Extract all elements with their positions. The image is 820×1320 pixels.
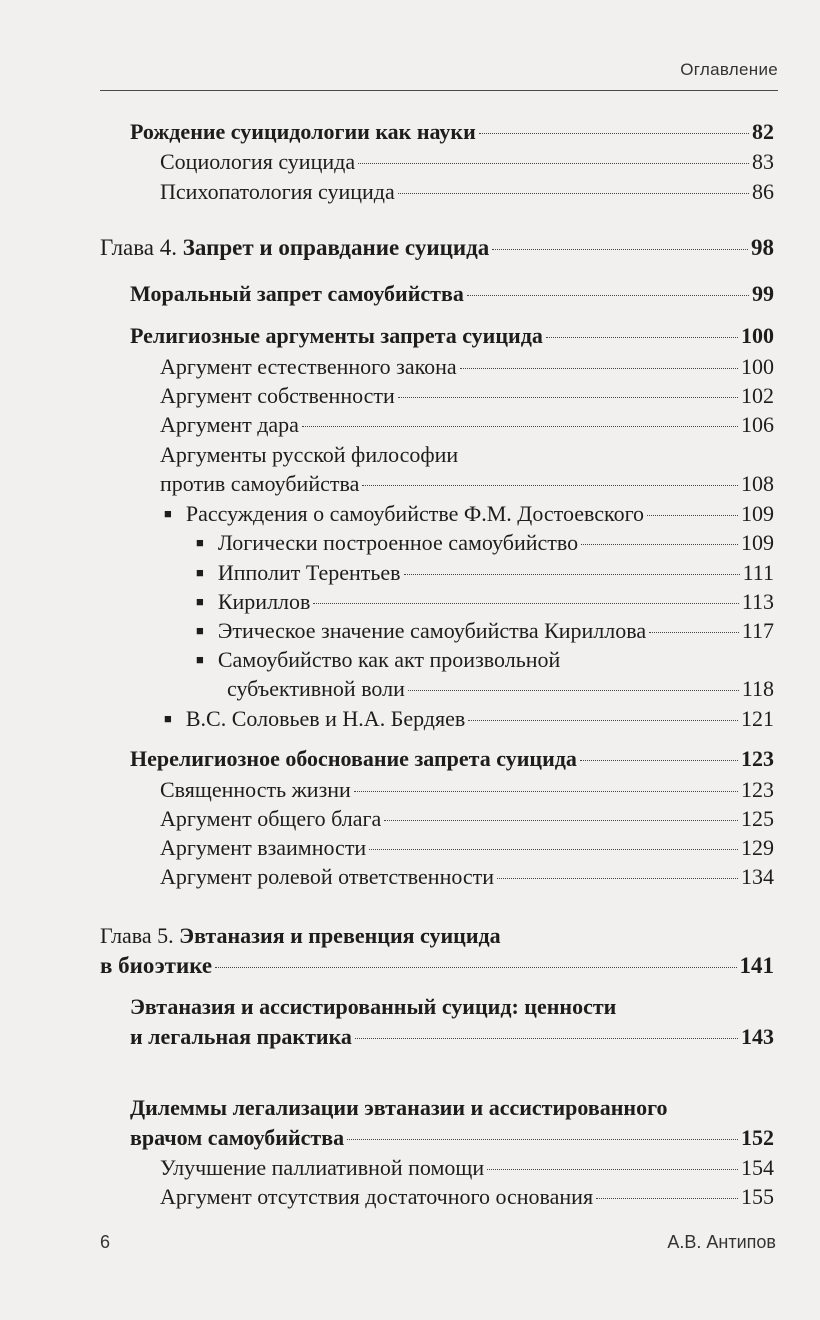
bullet-icon: ■ — [164, 711, 172, 726]
toc-entry-title: Аргумент дара — [160, 412, 299, 437]
leader-dots — [362, 485, 738, 486]
toc-entry-page: 117 — [741, 618, 774, 643]
toc-chapter-first-line: Глава 5. Эвтаназия и превенция суицида — [100, 923, 501, 948]
toc-entry-page: 123 — [741, 746, 774, 771]
toc-entry-title: в биоэтике — [100, 953, 213, 978]
leader-dots — [369, 849, 738, 850]
leader-dots — [546, 337, 738, 338]
toc-entry-title: Аргумент собственности — [160, 383, 395, 408]
toc-entry-title: Ипполит Терентьев — [217, 560, 401, 585]
toc-entry-title: и легальная практика — [130, 1024, 352, 1049]
leader-dots — [404, 574, 740, 575]
toc-entry[interactable] — [160, 1154, 774, 1182]
leader-dots — [492, 249, 748, 250]
toc-entry-title: Моральный запрет самоубийства — [130, 281, 464, 306]
toc-entry-page: 154 — [741, 1155, 774, 1180]
toc-entry-title: Аргумент взаимности — [160, 835, 367, 860]
toc-entry-page: 121 — [741, 706, 774, 731]
toc-entry-title: Этическое значение самоубийства Кириллова — [217, 618, 647, 643]
toc-entry[interactable] — [160, 382, 774, 410]
toc-entry-page: 123 — [741, 777, 774, 802]
toc-entry[interactable] — [130, 280, 774, 308]
running-foot-author: А.В. Антипов — [667, 1232, 776, 1252]
chapter-prefix: Глава 5. — [100, 923, 180, 948]
leader-dots — [479, 133, 749, 134]
toc-entry[interactable] — [160, 353, 774, 381]
leader-dots — [460, 368, 738, 369]
toc-entry-page: 155 — [741, 1184, 774, 1209]
leader-dots — [358, 163, 749, 164]
toc-entry[interactable] — [160, 805, 774, 833]
toc-entry-page: 86 — [752, 179, 774, 204]
toc-entry-title: В.С. Соловьев и Н.А. Бердяев — [185, 706, 466, 731]
bullet-icon: ■ — [196, 594, 204, 609]
leader-dots — [384, 820, 738, 821]
toc-entry-page: 152 — [741, 1125, 774, 1150]
toc-entry-title: Религиозные аргументы запрета суицида — [130, 323, 543, 348]
toc-entry-page: 134 — [741, 864, 774, 889]
leader-dots — [487, 1169, 738, 1170]
toc-entry-page: 82 — [752, 119, 774, 144]
toc-entry-page: 125 — [741, 806, 774, 831]
toc-entry-page: 111 — [742, 560, 774, 585]
toc-entry-first-line: Аргументы русской философии — [160, 442, 459, 467]
page-number: 6 — [100, 1232, 111, 1252]
toc-entry-title: Социология суицида — [160, 149, 356, 174]
toc-entry-first-line: ■ Самоубийство как акт произвольной — [196, 647, 561, 672]
leader-dots — [497, 878, 738, 879]
leader-dots — [647, 515, 738, 516]
toc-entry-page: 113 — [741, 589, 774, 614]
toc-entry[interactable] — [196, 529, 774, 560]
toc-entry-title: Логически построенное самоубийство — [217, 530, 579, 555]
toc-entry[interactable] — [130, 745, 774, 773]
toc-entry-title: Аргумент естественного закона — [160, 354, 457, 379]
bullet-icon: ■ — [196, 623, 204, 638]
toc-entry[interactable] — [160, 863, 774, 891]
toc-entry-page: 108 — [741, 471, 774, 496]
toc-entry-page: 102 — [741, 383, 774, 408]
toc-entry[interactable] — [130, 118, 774, 146]
toc-entry[interactable] — [164, 500, 774, 531]
toc-entry-title: Рождение суицидологии как науки — [130, 119, 476, 144]
leader-dots — [302, 426, 738, 427]
leader-dots — [354, 791, 738, 792]
leader-dots — [596, 1198, 738, 1199]
toc-entry-page: 106 — [741, 412, 774, 437]
toc-entry[interactable] — [160, 470, 774, 498]
leader-dots — [313, 603, 738, 604]
toc-entry[interactable] — [227, 675, 774, 703]
toc-entry[interactable] — [196, 559, 774, 590]
toc-entry-title: Нерелигиозное обоснование запрета суицида — [130, 746, 577, 771]
toc-entry[interactable] — [164, 705, 774, 736]
toc-entry[interactable] — [196, 617, 774, 648]
toc-entry-title: Священность жизни — [160, 777, 351, 802]
toc-chapter[interactable] — [100, 234, 774, 262]
bullet-icon: ■ — [164, 506, 172, 521]
toc-entry[interactable] — [130, 322, 774, 350]
toc-entry-first-line: Дилеммы легализации эвтаназии и ассистированного — [130, 1095, 668, 1120]
toc-entry-title: субъективной воли — [227, 676, 405, 701]
toc-entry-page: 109 — [741, 501, 774, 526]
chapter-prefix: Глава 4. — [100, 235, 183, 260]
leader-dots — [468, 720, 738, 721]
toc-entry-title: Аргумент отсутствия достаточного основания — [160, 1184, 594, 1209]
toc-entry-title: Запрет и оправдание суицида — [182, 235, 490, 260]
leader-dots — [581, 544, 738, 545]
leader-dots — [398, 193, 749, 194]
leader-dots — [580, 760, 738, 761]
toc-entry-page: 141 — [739, 953, 774, 978]
toc-entry-page: 100 — [741, 323, 774, 348]
toc-entry-title: Кириллов — [217, 589, 311, 614]
toc-entry-title: Рассуждения о самоубийстве Ф.М. Достоевского — [185, 501, 645, 526]
leader-dots — [649, 632, 739, 633]
toc-entry[interactable] — [160, 1183, 774, 1211]
toc-entry[interactable] — [160, 834, 774, 862]
toc-entry-page: 129 — [741, 835, 774, 860]
toc-entry-page: 109 — [741, 530, 774, 555]
leader-dots — [467, 295, 749, 296]
toc-entry-title: Психопатология суицида — [160, 179, 395, 204]
toc-entry-title: Улучшение паллиативной помощи — [160, 1155, 485, 1180]
toc-entry-first-line: Эвтаназия и ассистированный суицид: ценности — [130, 994, 617, 1019]
leader-dots — [355, 1038, 738, 1039]
toc-entry-page: 83 — [752, 149, 774, 174]
toc-entry-title: Аргумент общего блага — [160, 806, 382, 831]
running-head-section-title: Оглавление — [680, 60, 778, 79]
toc-entry-page: 143 — [741, 1024, 774, 1049]
toc-chapter[interactable] — [100, 952, 774, 980]
toc-entry[interactable] — [130, 1023, 774, 1051]
toc-entry-page: 118 — [741, 676, 774, 701]
toc-entry[interactable] — [160, 178, 774, 206]
toc-entry-page: 99 — [752, 281, 774, 306]
bullet-icon: ■ — [196, 535, 204, 550]
bullet-icon: ■ — [196, 652, 204, 667]
toc-entry-page: 100 — [741, 354, 774, 379]
toc-entry[interactable] — [160, 148, 774, 176]
leader-dots — [398, 397, 738, 398]
toc-entry-title: врачом самоубийства — [130, 1125, 345, 1150]
leader-dots — [408, 690, 739, 691]
toc-entry-title: против самоубийства — [160, 471, 360, 496]
toc-entry[interactable] — [196, 588, 774, 619]
toc-entry-page: 98 — [751, 235, 774, 260]
leader-dots — [215, 967, 736, 968]
toc-entry[interactable] — [160, 411, 774, 439]
bullet-icon: ■ — [196, 565, 204, 580]
toc-entry[interactable] — [130, 1124, 774, 1152]
leader-dots — [347, 1139, 738, 1140]
toc-entry-title: Аргумент ролевой ответственности — [160, 864, 495, 889]
toc-entry[interactable] — [160, 776, 774, 804]
